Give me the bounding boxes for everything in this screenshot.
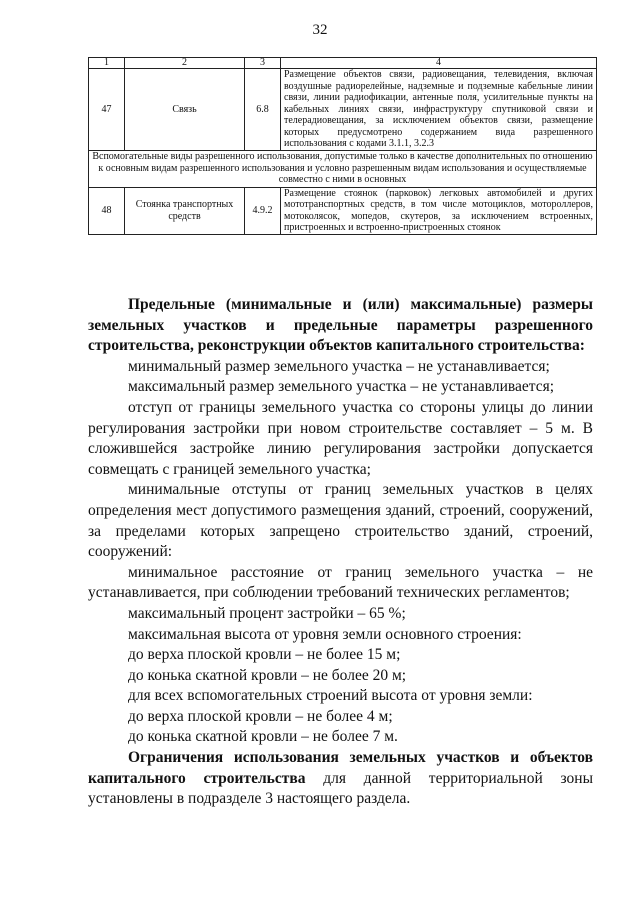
table-header-cell: 4 (281, 58, 597, 69)
paragraph: для всех вспомогательных строений высота от уровня земли: (128, 687, 533, 705)
table-section-row (89, 150, 597, 187)
paragraph: минимальное расстояние от границ земельного участка – не устанавливается, при соблюдении требований технических регламентов; (88, 563, 593, 602)
table-row (89, 69, 597, 151)
final-paragraph-bold: Ограничения использования земельных участков и объектов капитального строительства (88, 749, 593, 787)
row-number: 48 (89, 187, 125, 234)
paragraph: до верха плоской кровли – не более 15 м; (128, 646, 401, 664)
paragraph: минимальные отступы от границ земельных участков в целях определения мест допустимого размещения зданий, строений, сооружений, за пределами которых запрещено строительство зданий, строений, сооружений: (88, 481, 593, 561)
use-type-name: Связь (125, 69, 245, 151)
paragraph: до конька скатной кровли – не более 20 м; (128, 666, 407, 684)
table-header-row (89, 58, 597, 69)
body-text (88, 295, 593, 810)
paragraph: минимальный размер земельного участка – не устанавливается; (128, 357, 550, 375)
paragraph: максимальный размер земельного участка – не устанавливается; (128, 378, 555, 396)
paragraph: до конька скатной кровли – не более 7 м. (128, 728, 398, 746)
table-row (89, 187, 597, 234)
final-paragraph (88, 748, 593, 810)
section-title: Вспомогательные виды разрешенного использования, допустимые только в качестве дополнительных по отношению к основным видам разрешенного использования и условно разрешенным видам использования и осуществляемые совместно с ними в основных (89, 150, 597, 187)
paragraph: до верха плоской кровли – не более 4 м; (128, 707, 393, 725)
page-number: 32 (312, 22, 328, 38)
section-heading: Предельные (минимальные и (или) максимальные) размеры земельных участков и предельные параметры разрешенного строительства, реконструкции объектов капитального строительства: (88, 296, 593, 355)
use-type-description: Размещение стоянок (парковок) легковых автомобилей и других мототранспортных средств, в том числе мотоциклов, мотороллеров, мотоколясок, мопедов, скутеров, за исключением встроенных, пристроенных и встроенно-пристроенных стоянок (281, 187, 597, 234)
paragraph: максимальная высота от уровня земли основного строения: (128, 625, 522, 643)
use-type-description: Размещение объектов связи, радиовещания, телевидения, включая воздушные радиорелейные, надземные и подземные кабельные линии связи, линии радиофикации, антенные поля, усилительные пункты на кабельных линиях связи, инфраструктуру спутниковой связи и телерадиовещания, за исключением объектов связи, размещение которых предусмотрено содержанием вида разрешенного использования с кодами 3.1.1, 3.2.3 (281, 69, 597, 151)
row-number: 47 (89, 69, 125, 151)
paragraph: отступ от границы земельного участка со стороны улицы до линии регулирования застройки при новом строительстве составляет – 5 м. В сложившейся застройке линию регулирования застройки допускается совмещать с границей земельного участка; (88, 398, 593, 478)
table-header-cell: 1 (89, 58, 125, 69)
table-header-cell: 2 (125, 58, 245, 69)
final-paragraph-rest: для данной территориальной зоны установлены в подразделе 3 настоящего раздела. (88, 769, 593, 808)
land-use-table (88, 57, 597, 235)
use-type-name: Стоянка транспортных средств (125, 187, 245, 234)
use-type-code: 6.8 (245, 69, 281, 151)
paragraph: максимальный процент застройки – 65 %; (128, 604, 406, 622)
use-type-code: 4.9.2 (245, 187, 281, 234)
table-header-cell: 3 (245, 58, 281, 69)
